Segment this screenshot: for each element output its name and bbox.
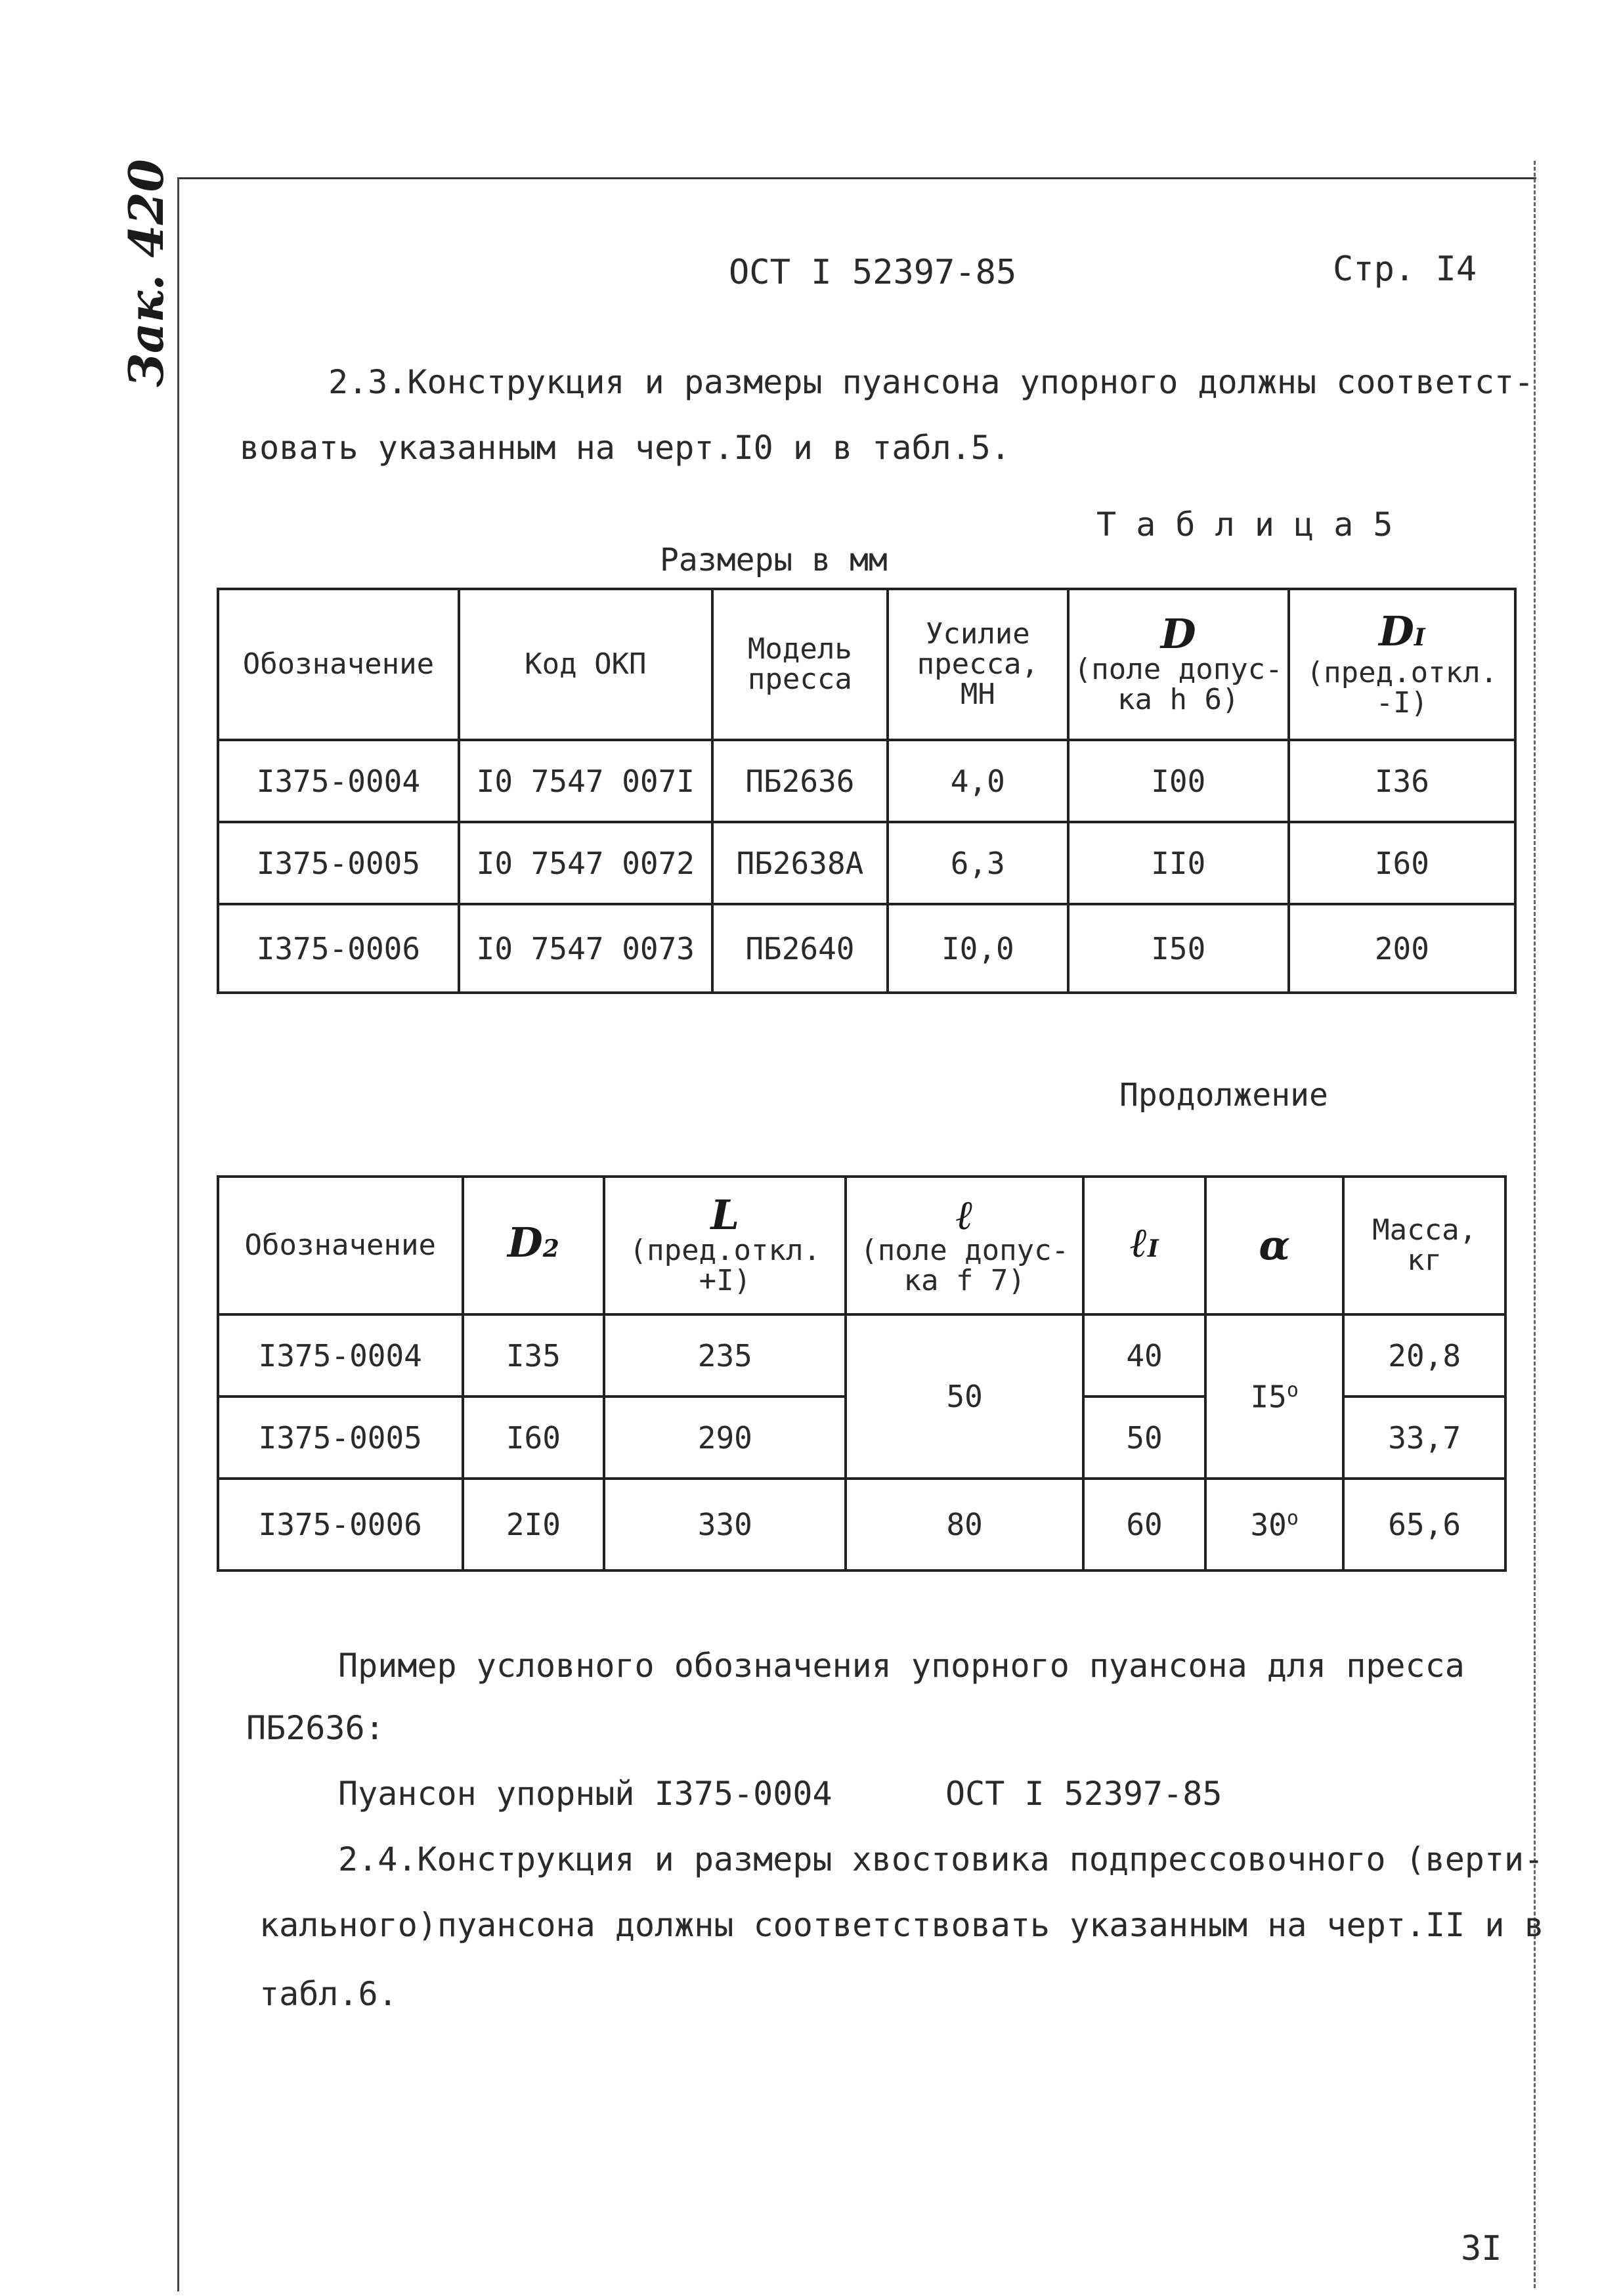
th-l1 <box>1083 1177 1205 1314</box>
cell-l1: 50 <box>1083 1397 1205 1479</box>
th-force: Усилие пресса, МН <box>888 589 1068 740</box>
para-2-4-line1: 2.4.Конструкция и размеры хвостовика подпрессовочного (верти- <box>338 1840 1544 1878</box>
cell-l1: 60 <box>1083 1479 1205 1570</box>
th-designation: Обозначение <box>218 1177 463 1314</box>
cell-l-merged: 50 <box>846 1314 1083 1479</box>
cell-alpha: 30$^o$ <box>1205 1479 1343 1570</box>
cell-okp: I0 7547 0073 <box>459 904 712 993</box>
cell-okp: I0 7547 0072 <box>459 822 712 904</box>
continuation-label: Продолжение <box>1119 1077 1328 1114</box>
example-designation-name: Пуансон упорный I375-0004 <box>338 1775 832 1813</box>
cell-d2: 2I0 <box>463 1479 605 1570</box>
cell-L: 235 <box>604 1314 846 1397</box>
cell-designation: I375-0004 <box>218 1314 463 1397</box>
cell-designation: I375-0006 <box>218 1479 463 1570</box>
cell-model: ПБ2638А <box>712 822 888 904</box>
table-row <box>218 740 1515 822</box>
table5-continuation <box>217 1175 1507 1572</box>
th-d2 <box>463 1177 605 1314</box>
cell-force: 4,0 <box>888 740 1068 822</box>
para-2-3-line1: 2.3.Конструкция и размеры пуансона упорного должны соответст- <box>328 363 1534 401</box>
cell-okp: I0 7547 007I <box>459 740 712 822</box>
page-label: Стр. I4 <box>1333 249 1477 289</box>
cell-l1: 40 <box>1083 1314 1205 1397</box>
l-symbol: ℓ <box>955 1191 974 1239</box>
d1-note: (пред.откл. -I) <box>1306 655 1498 720</box>
th-d1 <box>1289 589 1515 740</box>
cell-d2: I35 <box>463 1314 605 1397</box>
example-line2: ПБ2636: <box>246 1709 385 1747</box>
th-okp: Код ОКП <box>459 589 712 740</box>
cell-designation: I375-0004 <box>218 740 459 822</box>
cell-d2: I60 <box>463 1397 605 1479</box>
table5-units: Размеры в мм <box>660 542 888 578</box>
th-designation: Обозначение <box>218 589 459 740</box>
cell-mass: 20,8 <box>1343 1314 1505 1397</box>
d-symbol: D <box>1160 610 1196 658</box>
frame-right-line <box>1534 161 1536 2288</box>
page-number: 3I <box>1461 2229 1502 2268</box>
side-stamp: Зак. 420 <box>118 159 174 387</box>
th-alpha <box>1205 1177 1343 1314</box>
example-line1: Пример условного обозначения упорного пуансона для пресса <box>338 1647 1465 1685</box>
cell-mass: 33,7 <box>1343 1397 1505 1479</box>
l-note: (поле допус-ка f 7) <box>860 1234 1070 1297</box>
l1-symbol: ℓI <box>1130 1218 1159 1267</box>
th-L <box>604 1177 846 1314</box>
standard-header: ОСТ I 52397-85 <box>729 253 1017 292</box>
cell-force: 6,3 <box>888 822 1068 904</box>
cell-mass: 65,6 <box>1343 1479 1505 1570</box>
cell-d: II0 <box>1068 822 1289 904</box>
table5 <box>217 588 1517 994</box>
table5-caption: Т а б л и ц а 5 <box>1096 506 1393 544</box>
cell-d: I50 <box>1068 904 1289 993</box>
cell-L: 330 <box>604 1479 846 1570</box>
cell-d1: I60 <box>1289 822 1515 904</box>
cell-d: I00 <box>1068 740 1289 822</box>
frame-left-line <box>177 177 179 2291</box>
cell-alpha-merged: I5$^o$ <box>1205 1314 1343 1479</box>
cell-model: ПБ2636 <box>712 740 888 822</box>
th-d <box>1068 589 1289 740</box>
table-row <box>218 822 1515 904</box>
d-note: (поле допус-ка h 6) <box>1073 653 1283 716</box>
L-note: (пред.откл. +I) <box>629 1234 821 1297</box>
table5-header-row <box>218 589 1515 740</box>
table-row <box>218 904 1515 993</box>
frame-top-line <box>177 177 1536 179</box>
cell-L: 290 <box>604 1397 846 1479</box>
cell-designation: I375-0005 <box>218 822 459 904</box>
table-row <box>218 1479 1505 1570</box>
d2-symbol: D2 <box>507 1218 559 1267</box>
para-2-3-line2: вовать указанным на черт.I0 и в табл.5. <box>240 429 1010 467</box>
continuation-header-row <box>218 1177 1505 1314</box>
cell-l: 80 <box>846 1479 1083 1570</box>
cell-d1: 200 <box>1289 904 1515 993</box>
cell-d1: I36 <box>1289 740 1515 822</box>
table-row <box>218 1314 1505 1397</box>
th-model: Модель пресса <box>712 589 888 740</box>
alpha-symbol: α <box>1259 1221 1291 1269</box>
cell-designation: I375-0005 <box>218 1397 463 1479</box>
th-l <box>846 1177 1083 1314</box>
cell-force: I0,0 <box>888 904 1068 993</box>
example-designation-std: ОСТ I 52397-85 <box>945 1775 1222 1813</box>
d1-symbol: DI <box>1379 607 1425 655</box>
para-2-4-line2: кального)пуансона должны соответствовать указанным на черт.II и в <box>259 1906 1544 1944</box>
cell-designation: I375-0006 <box>218 904 459 993</box>
th-mass: Масса, кг <box>1343 1177 1505 1314</box>
L-symbol: L <box>710 1191 740 1239</box>
cell-model: ПБ2640 <box>712 904 888 993</box>
para-2-4-line3: табл.6. <box>259 1975 398 2013</box>
